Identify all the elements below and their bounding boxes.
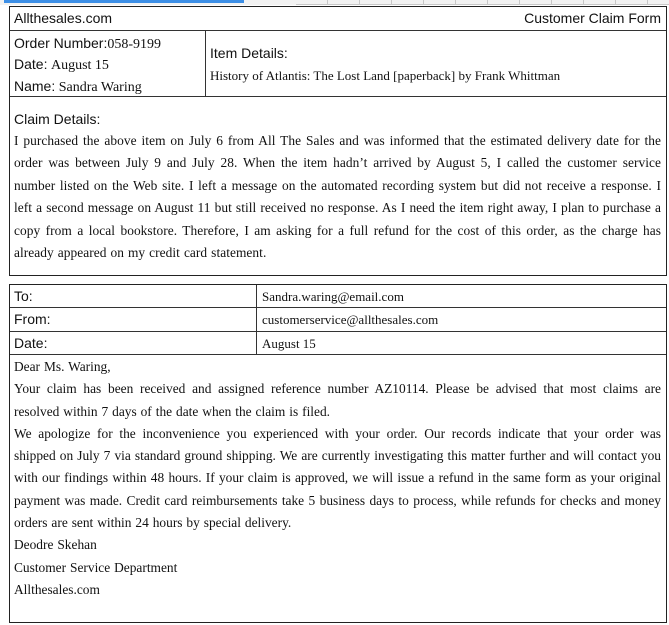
claim-form-header: [10, 7, 666, 31]
date-value: August 15: [50, 58, 109, 73]
greeting: Dear Ms. Waring,: [14, 359, 111, 374]
name-label: Name:: [14, 78, 56, 94]
body-paragraph-2: We apologize for the inconvenience you experienced with your order. Our records indicate that your order was shipped on July 7 via standard ground shipping. We are currently investigating this matter further and will contact you with our findings within 48 hours. If your claim is approved, we will issue a refund in the same form as your original payment was made. Credit card reimbursements take 5 business days to process, while refunds for checks and money orders are sent within 24 hours by special delivery.: [14, 425, 661, 531]
date-line: [14, 56, 109, 74]
email-response: [9, 284, 667, 623]
from-label: From:: [14, 311, 51, 328]
to-label: To:: [14, 288, 33, 304]
item-details-value: History of Atlantis: The Lost Land [paperback] by Frank Whittman: [210, 68, 561, 83]
name-value: Sandra Waring: [58, 80, 142, 95]
signature-name: Deodre Skehan: [14, 537, 97, 553]
email-date-row: [10, 332, 666, 355]
signature-department: Customer Service Department: [14, 559, 178, 575]
email-from-row: [10, 308, 666, 331]
name-line: [14, 78, 142, 96]
from-value: customerservice@allthesales.com: [256, 308, 502, 330]
email-body: [14, 356, 661, 601]
email-date-label: Date:: [14, 334, 48, 351]
claim-details-text: I purchased the above item on July 6 from All The Sales and was informed that the estimated delivery date for the order was between July 9 and July 28. When the item hadn’t arrived by August 5, I called the customer service number listed on the Web site. I left a message on the automated recording system but did not receive a response. I left a second message on August 11 but still received no response. As I need the item right away, I plan to purchase a copy from a local bookstore. Therefore, I am asking for a full refund for the cost of this order, as the charge has already appeared on my credit card statement.: [14, 133, 661, 261]
selection-highlight-bar: [4, 0, 244, 3]
order-number-line: [14, 35, 161, 53]
claim-details-section: [10, 97, 666, 275]
order-info-column: [10, 31, 206, 96]
spreadsheet-gridlines: [296, 0, 669, 5]
form-title: Customer Claim Form: [524, 10, 661, 26]
item-details-column: [206, 31, 666, 96]
order-info-row: [10, 31, 666, 97]
customer-claim-form: [9, 6, 667, 276]
background-spreadsheet-strip: [0, 0, 669, 5]
item-details-label: Item Details:: [210, 45, 288, 61]
email-date-value: August 15: [256, 332, 502, 354]
order-number-value: 058-9199: [107, 37, 162, 52]
body-paragraph-1: Your claim has been received and assigned reference number AZ10114. Please be advised that most claims are resolved within 7 days of the date when the claim is filed.: [14, 381, 661, 419]
email-to-row: [10, 285, 666, 308]
to-value: Sandra.waring@email.com: [256, 285, 502, 307]
site-name: Allthesales.com: [14, 10, 113, 26]
claim-details-label: Claim Details:: [14, 111, 101, 127]
order-number-label: Order Number:: [14, 35, 108, 51]
date-label: Date:: [14, 56, 48, 72]
signature-company: Allthesales.com: [14, 581, 100, 597]
